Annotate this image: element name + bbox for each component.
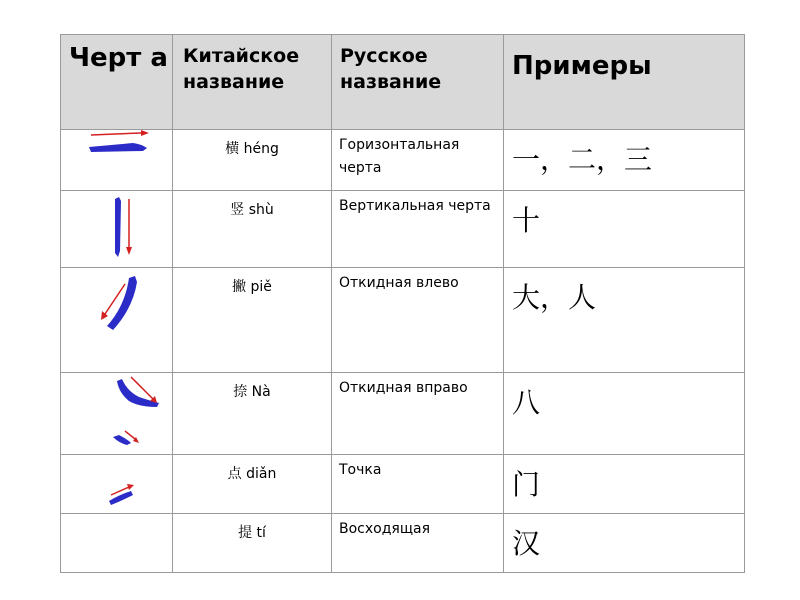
header-stroke: Черт а [61,35,173,130]
stroke-cell [61,268,173,373]
table-row [61,373,745,455]
examples-cell: 汉 [504,514,745,573]
russian-cell: Восходящая [332,514,504,573]
examples-cell: 十 [504,191,745,268]
examples-cell: 八 [504,373,745,455]
header-examples: Примеры [504,35,745,130]
stroke-cell [61,130,173,191]
stroke-cell [61,191,173,268]
right-falling-stroke-icon [61,373,173,454]
table-row [61,191,745,268]
left-falling-stroke-icon [61,268,173,372]
header-row [61,35,745,130]
vertical-stroke-icon [61,191,173,267]
table-row [61,455,745,514]
russian-cell: Откидная влево [332,268,504,373]
stroke-cell [61,514,173,573]
strokes-table [60,34,745,573]
header-chinese-name: Китайское название [173,35,332,130]
pinyin-cell: 提 tí [173,514,332,573]
header-russian-name: Русское название [332,35,504,130]
examples-cell: 一，二，三 [504,130,745,191]
table-row [61,130,745,191]
rising-stroke-icon [61,514,173,572]
horizontal-stroke-icon [61,130,173,190]
pinyin-cell: 撇 piě [173,268,332,373]
russian-cell: Горизонтальная черта [332,130,504,191]
russian-cell: Откидная вправо [332,373,504,455]
pinyin-cell: 横 héng [173,130,332,191]
examples-cell: 大，人 [504,268,745,373]
stroke-cell [61,455,173,514]
table-row [61,268,745,373]
pinyin-cell: 捺 Nà [173,373,332,455]
stroke-cell [61,373,173,455]
russian-cell: Точка [332,455,504,514]
examples-cell: 门 [504,455,745,514]
table-row [61,514,745,573]
russian-cell: Вертикальная черта [332,191,504,268]
pinyin-cell: 竖 shù [173,191,332,268]
dot-stroke-icon [61,455,173,513]
pinyin-cell: 点 diǎn [173,455,332,514]
